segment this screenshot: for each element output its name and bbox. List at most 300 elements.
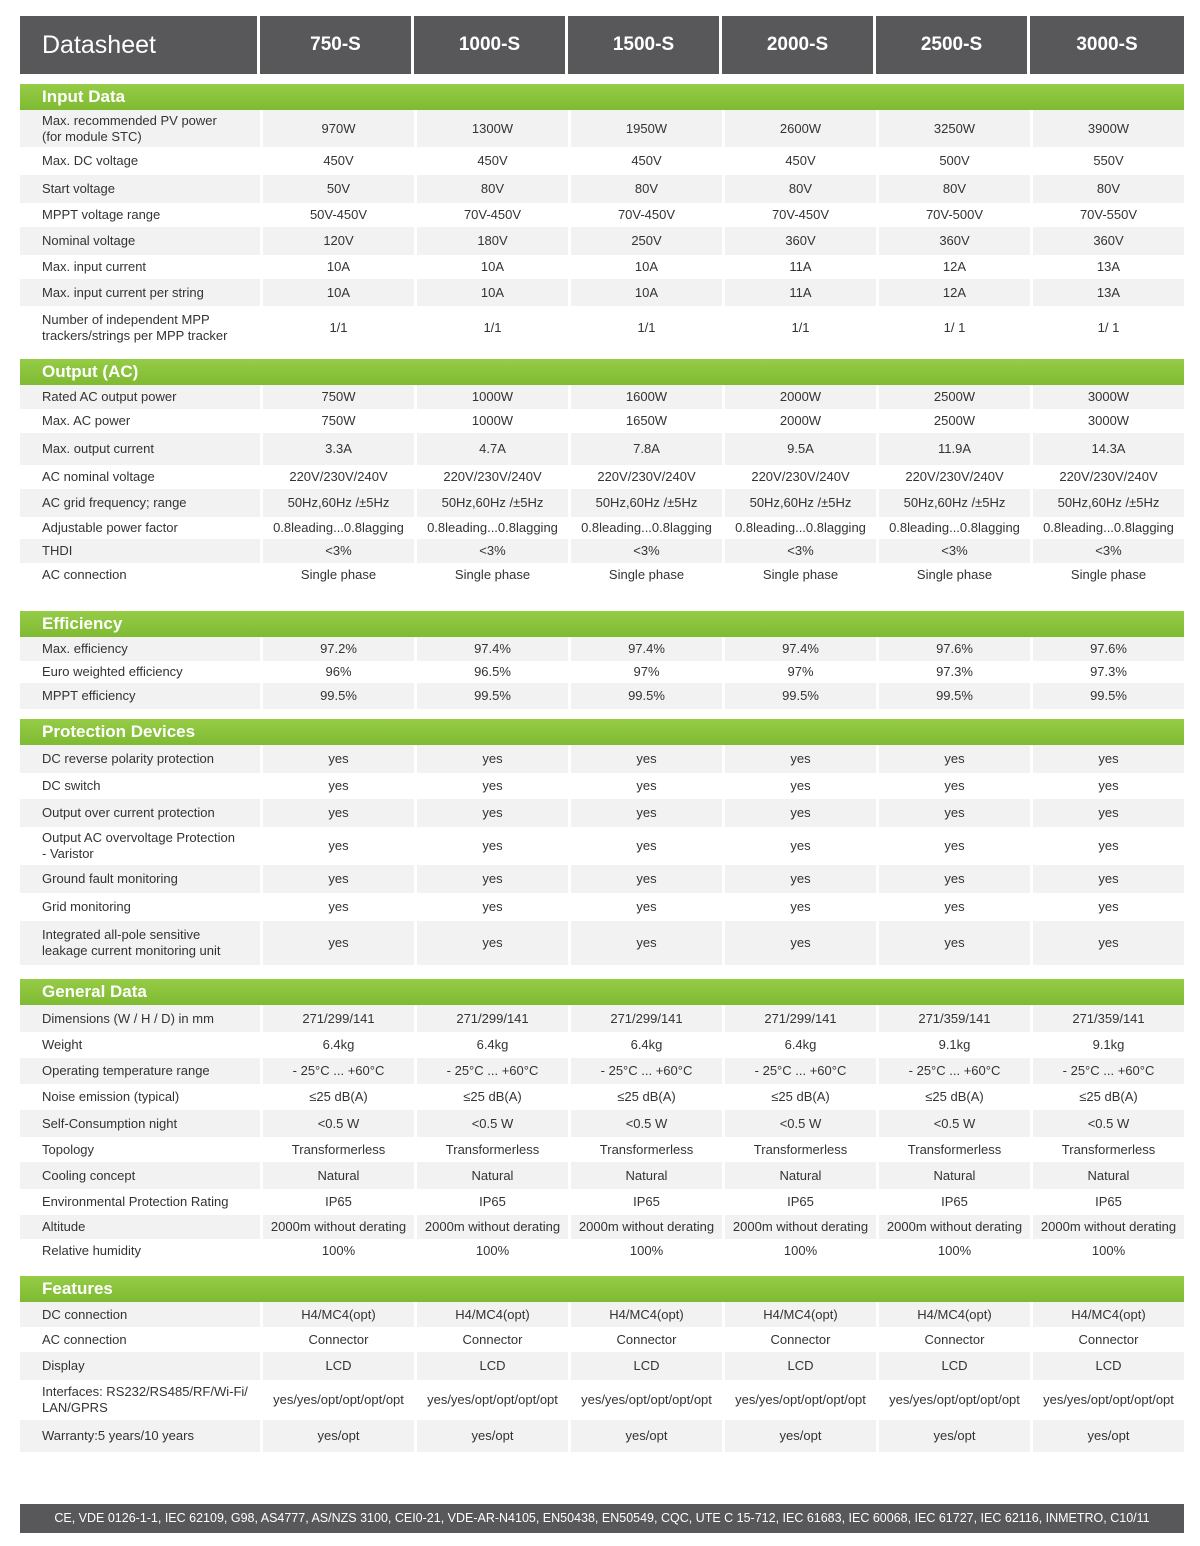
value-cell: 80V (1030, 175, 1184, 203)
value-cell: yes (1030, 745, 1184, 773)
value-cell: yes/opt (568, 1420, 722, 1452)
value-cell: 2500W (876, 409, 1030, 433)
value-cell: LCD (1030, 1352, 1184, 1380)
value-cell: IP65 (722, 1189, 876, 1215)
value-cell: 100% (722, 1239, 876, 1262)
value-cell: ≤25 dB(A) (1030, 1084, 1184, 1110)
value-cell: Natural (1030, 1162, 1184, 1189)
value-cell: 70V-450V (414, 203, 568, 227)
value-cell: 10A (260, 279, 414, 306)
value-cell: yes/opt (260, 1420, 414, 1452)
table-row (20, 1380, 1184, 1420)
value-cell: 9.1kg (1030, 1032, 1184, 1058)
value-cell: 750W (260, 385, 414, 409)
section-spacer-cell (20, 709, 1184, 719)
value-cell: yes (876, 921, 1030, 965)
value-cell: 0.8leading...0.8lagging (568, 517, 722, 539)
section-spacer-cell (20, 1262, 1184, 1276)
value-cell: 6.4kg (260, 1032, 414, 1058)
table-row (20, 203, 1184, 227)
table-row (20, 1162, 1184, 1189)
table-row (20, 865, 1184, 893)
value-cell: 1000W (414, 385, 568, 409)
value-cell: Connector (568, 1327, 722, 1352)
section-spacer-cell (20, 965, 1184, 979)
model-header: 1000-S (414, 16, 568, 74)
row-label: Output AC overvoltage Protection - Varistor (20, 827, 260, 865)
value-cell: 10A (568, 255, 722, 279)
table-row (20, 1005, 1184, 1032)
value-cell: yes (414, 799, 568, 827)
value-cell: 97.4% (722, 637, 876, 661)
row-label: Self-Consumption night (20, 1110, 260, 1137)
value-cell: 2500W (876, 385, 1030, 409)
value-cell: 970W (260, 110, 414, 147)
row-label: Max. efficiency (20, 637, 260, 661)
value-cell: 50Hz,60Hz /±5Hz (260, 489, 414, 517)
value-cell: 271/299/141 (722, 1005, 876, 1032)
table-row (20, 255, 1184, 279)
value-cell: yes (260, 799, 414, 827)
row-label: Environmental Protection Rating (20, 1189, 260, 1215)
value-cell: 100% (1030, 1239, 1184, 1262)
section-title: General Data (20, 979, 1184, 1005)
value-cell: 1/1 (722, 306, 876, 349)
table-row (20, 745, 1184, 773)
value-cell: Transformerless (876, 1137, 1030, 1162)
value-cell: 0.8leading...0.8lagging (414, 517, 568, 539)
value-cell: yes (722, 773, 876, 799)
row-label: Interfaces: RS232/RS485/RF/Wi-Fi/ LAN/GPRS (20, 1380, 260, 1420)
value-cell: 10A (414, 279, 568, 306)
value-cell: yes/opt (876, 1420, 1030, 1452)
value-cell: yes/yes/opt/opt/opt/opt (260, 1380, 414, 1420)
value-cell: Transformerless (1030, 1137, 1184, 1162)
row-label: Start voltage (20, 175, 260, 203)
value-cell: 97.3% (876, 661, 1030, 683)
value-cell: yes/yes/opt/opt/opt/opt (722, 1380, 876, 1420)
value-cell: H4/MC4(opt) (414, 1302, 568, 1327)
value-cell: 4.7A (414, 433, 568, 465)
section-header (20, 359, 1184, 385)
model-header: 1500-S (568, 16, 722, 74)
section-title: Input Data (20, 84, 1184, 110)
value-cell: 0.8leading...0.8lagging (1030, 517, 1184, 539)
table-row (20, 1032, 1184, 1058)
value-cell: LCD (722, 1352, 876, 1380)
value-cell: yes (722, 921, 876, 965)
value-cell: Connector (414, 1327, 568, 1352)
value-cell: 120V (260, 227, 414, 255)
row-label: Max. recommended PV power (for module STC) (20, 110, 260, 147)
row-label: Max. input current (20, 255, 260, 279)
table-row (20, 1058, 1184, 1084)
row-label: DC reverse polarity protection (20, 745, 260, 773)
value-cell: 80V (414, 175, 568, 203)
value-cell: 11.9A (876, 433, 1030, 465)
value-cell: 271/359/141 (876, 1005, 1030, 1032)
table-row (20, 539, 1184, 563)
section-spacer (20, 965, 1184, 979)
table-row (20, 1327, 1184, 1352)
value-cell: 1/1 (568, 306, 722, 349)
value-cell: 97% (568, 661, 722, 683)
row-label: Topology (20, 1137, 260, 1162)
value-cell: 50Hz,60Hz /±5Hz (414, 489, 568, 517)
value-cell: 100% (260, 1239, 414, 1262)
datasheet-title: Datasheet (20, 16, 260, 74)
value-cell: 271/299/141 (260, 1005, 414, 1032)
section-spacer-cell (20, 349, 1184, 359)
value-cell: yes/opt (722, 1420, 876, 1452)
value-cell: 250V (568, 227, 722, 255)
value-cell: Connector (876, 1327, 1030, 1352)
value-cell: - 25°C ... +60°C (1030, 1058, 1184, 1084)
value-cell: <3% (876, 539, 1030, 563)
row-label: Display (20, 1352, 260, 1380)
value-cell: <3% (260, 539, 414, 563)
value-cell: 0.8leading...0.8lagging (260, 517, 414, 539)
value-cell: yes (568, 893, 722, 921)
value-cell: Transformerless (260, 1137, 414, 1162)
value-cell: 220V/230V/240V (568, 465, 722, 489)
value-cell: yes (260, 865, 414, 893)
value-cell: Natural (260, 1162, 414, 1189)
value-cell: H4/MC4(opt) (722, 1302, 876, 1327)
value-cell: 70V-550V (1030, 203, 1184, 227)
value-cell: yes (1030, 773, 1184, 799)
value-cell: 750W (260, 409, 414, 433)
value-cell: 100% (876, 1239, 1030, 1262)
value-cell: - 25°C ... +60°C (876, 1058, 1030, 1084)
value-cell: 12A (876, 279, 1030, 306)
row-label: Number of independent MPP trackers/strings per MPP tracker (20, 306, 260, 349)
value-cell: 97.6% (876, 637, 1030, 661)
value-cell: 97.4% (568, 637, 722, 661)
table-row (20, 1084, 1184, 1110)
section-spacer-cell (20, 74, 1184, 84)
table-row (20, 147, 1184, 175)
value-cell: - 25°C ... +60°C (414, 1058, 568, 1084)
value-cell: 220V/230V/240V (260, 465, 414, 489)
value-cell: 550V (1030, 147, 1184, 175)
value-cell: yes (722, 865, 876, 893)
value-cell: 99.5% (260, 683, 414, 709)
value-cell: yes (260, 773, 414, 799)
value-cell: 1000W (414, 409, 568, 433)
value-cell: 2000W (722, 409, 876, 433)
value-cell: 2600W (722, 110, 876, 147)
value-cell: 7.8A (568, 433, 722, 465)
row-label: Nominal voltage (20, 227, 260, 255)
value-cell: yes/opt (1030, 1420, 1184, 1452)
value-cell: 2000m without derating (722, 1215, 876, 1239)
value-cell: 1650W (568, 409, 722, 433)
value-cell: yes (568, 865, 722, 893)
value-cell: yes (876, 799, 1030, 827)
value-cell: 450V (568, 147, 722, 175)
value-cell: 9.5A (722, 433, 876, 465)
value-cell: <0.5 W (876, 1110, 1030, 1137)
value-cell: 271/299/141 (414, 1005, 568, 1032)
value-cell: yes (1030, 865, 1184, 893)
value-cell: yes (876, 745, 1030, 773)
value-cell: 450V (260, 147, 414, 175)
table-row (20, 921, 1184, 965)
value-cell: 70V-450V (722, 203, 876, 227)
value-cell: 180V (414, 227, 568, 255)
value-cell: - 25°C ... +60°C (722, 1058, 876, 1084)
table-row (20, 1302, 1184, 1327)
section-spacer (20, 587, 1184, 611)
section-spacer (20, 349, 1184, 359)
table-row (20, 773, 1184, 799)
value-cell: 2000m without derating (1030, 1215, 1184, 1239)
value-cell: 1/1 (260, 306, 414, 349)
section-title: Output (AC) (20, 359, 1184, 385)
value-cell: 360V (722, 227, 876, 255)
value-cell: yes/opt (414, 1420, 568, 1452)
value-cell: 2000m without derating (876, 1215, 1030, 1239)
row-label: Adjustable power factor (20, 517, 260, 539)
value-cell: Transformerless (722, 1137, 876, 1162)
value-cell: LCD (568, 1352, 722, 1380)
value-cell: yes (568, 921, 722, 965)
value-cell: 2000m without derating (568, 1215, 722, 1239)
value-cell: LCD (414, 1352, 568, 1380)
value-cell: 6.4kg (568, 1032, 722, 1058)
value-cell: yes (722, 827, 876, 865)
value-cell: 70V-450V (568, 203, 722, 227)
value-cell: 99.5% (1030, 683, 1184, 709)
row-label: AC connection (20, 1327, 260, 1352)
value-cell: 3.3A (260, 433, 414, 465)
table-row (20, 827, 1184, 865)
value-cell: 271/359/141 (1030, 1005, 1184, 1032)
row-label: Rated AC output power (20, 385, 260, 409)
value-cell: 360V (876, 227, 1030, 255)
value-cell: 13A (1030, 255, 1184, 279)
row-label: Max. DC voltage (20, 147, 260, 175)
value-cell: 1/1 (414, 306, 568, 349)
value-cell: Natural (876, 1162, 1030, 1189)
value-cell: LCD (260, 1352, 414, 1380)
value-cell: IP65 (876, 1189, 1030, 1215)
value-cell: 99.5% (568, 683, 722, 709)
header-row (20, 16, 1184, 74)
value-cell: 220V/230V/240V (876, 465, 1030, 489)
row-label: Max. input current per string (20, 279, 260, 306)
row-label: Ground fault monitoring (20, 865, 260, 893)
table-row (20, 1189, 1184, 1215)
value-cell: <3% (568, 539, 722, 563)
value-cell: 6.4kg (414, 1032, 568, 1058)
value-cell: H4/MC4(opt) (260, 1302, 414, 1327)
section-spacer-cell (20, 587, 1184, 611)
value-cell: yes (568, 827, 722, 865)
row-label: THDI (20, 539, 260, 563)
certifications-bar: CE, VDE 0126-1-1, IEC 62109, G98, AS4777, AS/NZS 3100, CEI0-21, VDE-AR-N4105, EN50438, EN50549, CQC, UTE C 15-712, IEC 61683, IEC 60068, IEC 61727, IEC 62116, INMETRO, C10/11 (20, 1504, 1184, 1533)
value-cell: yes (876, 827, 1030, 865)
value-cell: 99.5% (722, 683, 876, 709)
value-cell: 50Hz,60Hz /±5Hz (876, 489, 1030, 517)
value-cell: Natural (414, 1162, 568, 1189)
value-cell: 220V/230V/240V (722, 465, 876, 489)
value-cell: Single phase (568, 563, 722, 587)
model-header: 3000-S (1030, 16, 1184, 74)
value-cell: H4/MC4(opt) (876, 1302, 1030, 1327)
value-cell: yes/yes/opt/opt/opt/opt (876, 1380, 1030, 1420)
value-cell: yes (414, 893, 568, 921)
value-cell: Single phase (414, 563, 568, 587)
datasheet-table (20, 16, 1184, 1452)
value-cell: yes (1030, 799, 1184, 827)
value-cell: yes/yes/opt/opt/opt/opt (414, 1380, 568, 1420)
value-cell: Single phase (260, 563, 414, 587)
row-label: Noise emission (typical) (20, 1084, 260, 1110)
value-cell: - 25°C ... +60°C (260, 1058, 414, 1084)
value-cell: 1950W (568, 110, 722, 147)
value-cell: <0.5 W (414, 1110, 568, 1137)
value-cell: Single phase (722, 563, 876, 587)
value-cell: IP65 (1030, 1189, 1184, 1215)
value-cell: 0.8leading...0.8lagging (876, 517, 1030, 539)
value-cell: 99.5% (876, 683, 1030, 709)
value-cell: 100% (414, 1239, 568, 1262)
section-title: Protection Devices (20, 719, 1184, 745)
value-cell: H4/MC4(opt) (568, 1302, 722, 1327)
value-cell: 0.8leading...0.8lagging (722, 517, 876, 539)
value-cell: yes (568, 745, 722, 773)
section-header (20, 979, 1184, 1005)
table-row (20, 661, 1184, 683)
value-cell: 70V-500V (876, 203, 1030, 227)
model-header: 2000-S (722, 16, 876, 74)
value-cell: 13A (1030, 279, 1184, 306)
value-cell: 271/299/141 (568, 1005, 722, 1032)
row-label: Output over current protection (20, 799, 260, 827)
value-cell: 1/ 1 (876, 306, 1030, 349)
value-cell: 3900W (1030, 110, 1184, 147)
value-cell: yes (414, 773, 568, 799)
value-cell: 3000W (1030, 409, 1184, 433)
section-title: Features (20, 1276, 1184, 1302)
row-label: Grid monitoring (20, 893, 260, 921)
value-cell: yes (1030, 827, 1184, 865)
value-cell: Transformerless (568, 1137, 722, 1162)
section-spacer (20, 74, 1184, 84)
value-cell: 11A (722, 255, 876, 279)
value-cell: Single phase (876, 563, 1030, 587)
table-row (20, 1352, 1184, 1380)
table-row (20, 489, 1184, 517)
table-row (20, 799, 1184, 827)
value-cell: 450V (722, 147, 876, 175)
value-cell: 97.2% (260, 637, 414, 661)
value-cell: 500V (876, 147, 1030, 175)
value-cell: Connector (1030, 1327, 1184, 1352)
value-cell: yes (722, 893, 876, 921)
model-header: 2500-S (876, 16, 1030, 74)
value-cell: <3% (414, 539, 568, 563)
row-label: Euro weighted efficiency (20, 661, 260, 683)
table-row (20, 465, 1184, 489)
row-label: DC switch (20, 773, 260, 799)
row-label: MPPT efficiency (20, 683, 260, 709)
section-header (20, 611, 1184, 637)
value-cell: 80V (876, 175, 1030, 203)
value-cell: IP65 (260, 1189, 414, 1215)
value-cell: 50V (260, 175, 414, 203)
value-cell: <0.5 W (568, 1110, 722, 1137)
value-cell: yes (722, 745, 876, 773)
value-cell: yes/yes/opt/opt/opt/opt (568, 1380, 722, 1420)
value-cell: Natural (722, 1162, 876, 1189)
value-cell: ≤25 dB(A) (414, 1084, 568, 1110)
table-row (20, 893, 1184, 921)
value-cell: 96.5% (414, 661, 568, 683)
value-cell: 1600W (568, 385, 722, 409)
value-cell: ≤25 dB(A) (568, 1084, 722, 1110)
row-label: DC connection (20, 1302, 260, 1327)
value-cell: yes (568, 773, 722, 799)
value-cell: 10A (414, 255, 568, 279)
value-cell: 2000m without derating (414, 1215, 568, 1239)
section-header (20, 1276, 1184, 1302)
table-row (20, 683, 1184, 709)
value-cell: <0.5 W (722, 1110, 876, 1137)
row-label: Weight (20, 1032, 260, 1058)
row-label: AC grid frequency; range (20, 489, 260, 517)
table-row (20, 306, 1184, 349)
table-row (20, 110, 1184, 147)
table-row (20, 227, 1184, 255)
value-cell: LCD (876, 1352, 1030, 1380)
value-cell: 97% (722, 661, 876, 683)
value-cell: 11A (722, 279, 876, 306)
row-label: Cooling concept (20, 1162, 260, 1189)
section-title: Efficiency (20, 611, 1184, 637)
value-cell: 220V/230V/240V (414, 465, 568, 489)
table-row (20, 563, 1184, 587)
table-row (20, 175, 1184, 203)
value-cell: 50Hz,60Hz /±5Hz (722, 489, 876, 517)
value-cell: yes (414, 921, 568, 965)
value-cell: 14.3A (1030, 433, 1184, 465)
value-cell: - 25°C ... +60°C (568, 1058, 722, 1084)
section-spacer (20, 1262, 1184, 1276)
value-cell: 96% (260, 661, 414, 683)
table-row (20, 1239, 1184, 1262)
value-cell: ≤25 dB(A) (876, 1084, 1030, 1110)
table-row (20, 1137, 1184, 1162)
value-cell: Transformerless (414, 1137, 568, 1162)
table-row (20, 1110, 1184, 1137)
value-cell: H4/MC4(opt) (1030, 1302, 1184, 1327)
value-cell: IP65 (414, 1189, 568, 1215)
row-label: Dimensions (W / H / D) in mm (20, 1005, 260, 1032)
value-cell: yes (260, 893, 414, 921)
value-cell: 80V (722, 175, 876, 203)
table-row (20, 517, 1184, 539)
table-row (20, 279, 1184, 306)
value-cell: yes (876, 893, 1030, 921)
value-cell: 6.4kg (722, 1032, 876, 1058)
table-row (20, 385, 1184, 409)
value-cell: Connector (722, 1327, 876, 1352)
value-cell: yes (722, 799, 876, 827)
row-label: AC connection (20, 563, 260, 587)
